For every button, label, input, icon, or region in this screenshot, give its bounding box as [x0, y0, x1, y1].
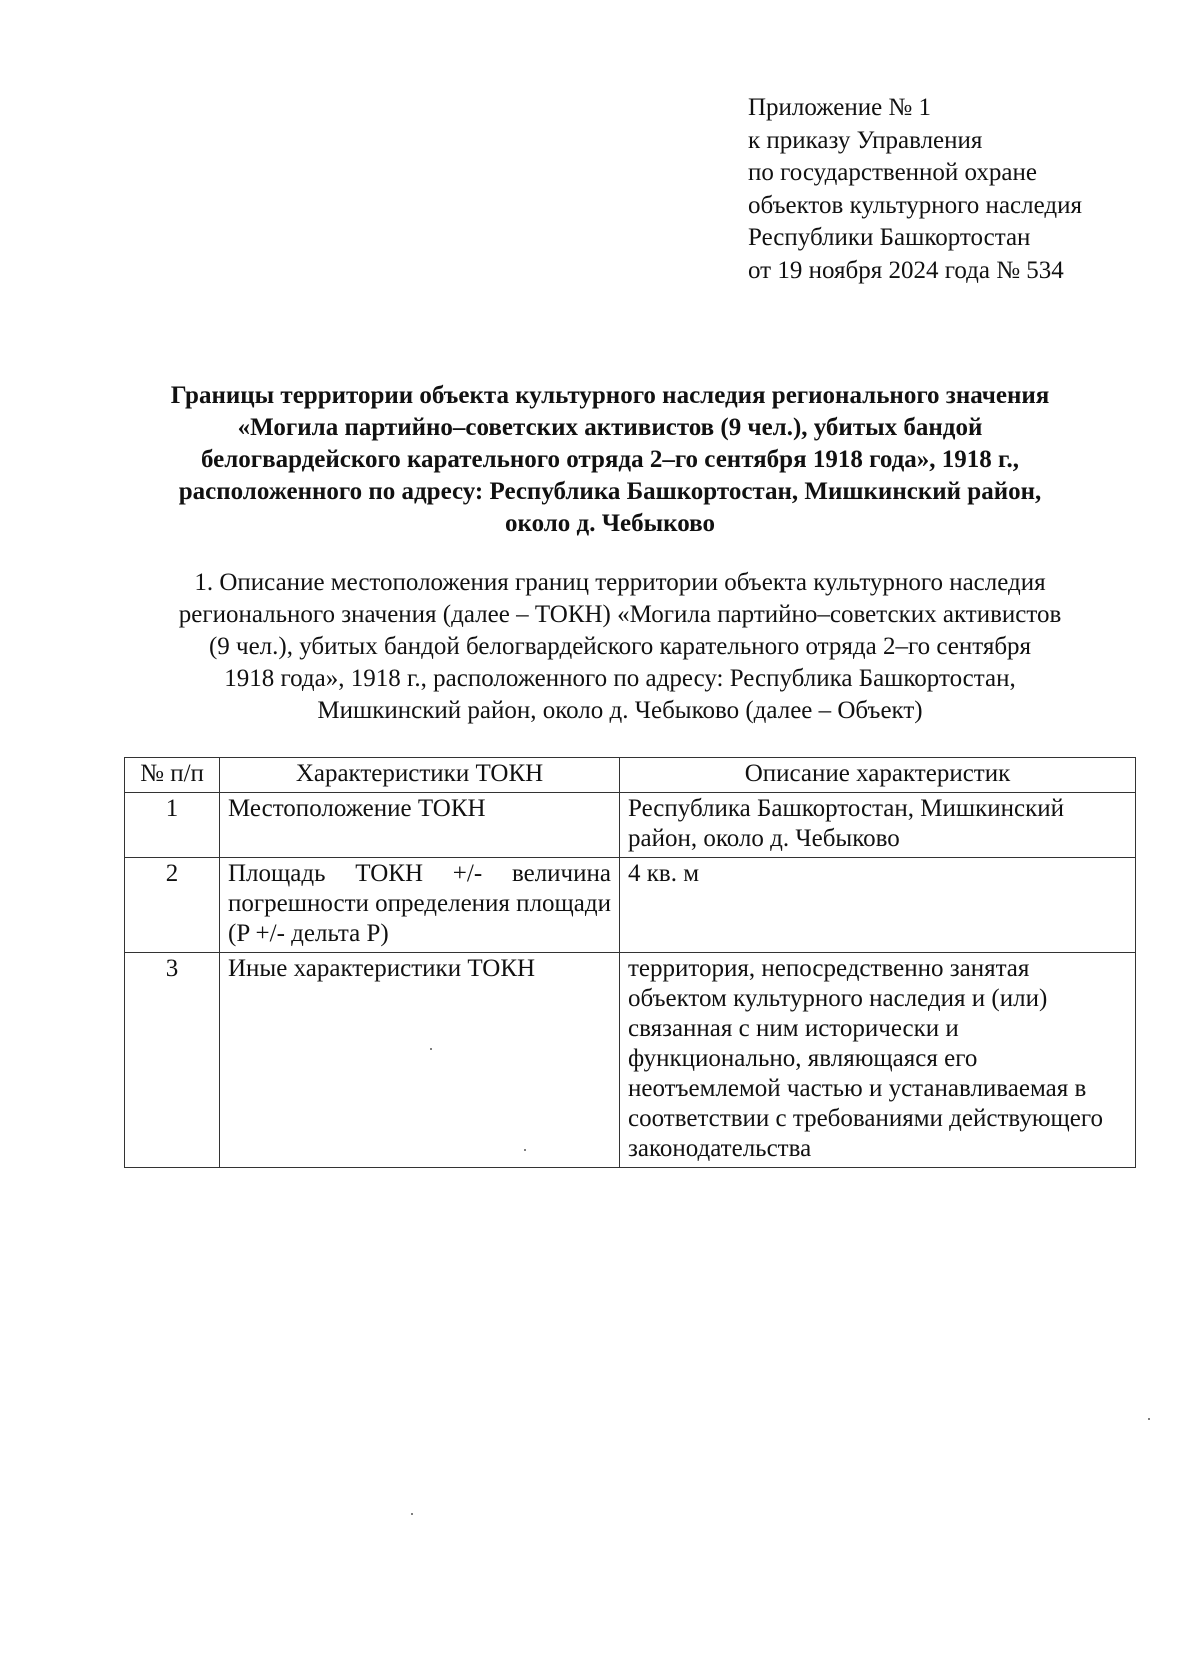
- annex-line: Приложение № 1: [748, 94, 932, 121]
- scan-speck: [430, 1048, 432, 1050]
- row-description: территория, непосредственно занятая объектом культурного наследия и (или) связанная с ним исторически и функционально, являющаяся его неотъемлемой частью и устанавливаемая в соответствии с требованиями действующего законодательства: [620, 953, 1136, 1168]
- annex-line: от 19 ноября 2024 года № 534: [748, 256, 1064, 284]
- title-line: расположенного по адресу: Республика Башкортостан, Мишкинский район,: [178, 478, 1042, 505]
- row-number: 3: [125, 953, 220, 1168]
- title-line: около д. Чебыково: [505, 510, 715, 537]
- document-title: [110, 380, 1110, 540]
- row-description: 4 кв. м: [620, 858, 1136, 953]
- scan-speck: [411, 1513, 413, 1515]
- annex-line: к приказу Управления: [748, 126, 983, 154]
- table-row: [125, 953, 1136, 1168]
- title-line: Границы территории объекта культурного наследия регионального значения: [170, 382, 1050, 409]
- row-number: 2: [125, 858, 220, 953]
- row-characteristic: Иные характеристики ТОКН: [220, 953, 620, 1168]
- annex-line: по государственной охране: [748, 159, 1038, 187]
- section-line: Мишкинский район, около д. Чебыково (далее – Объект): [317, 697, 923, 724]
- section-line: 1. Описание местоположения границ территории объекта культурного наследия: [194, 569, 1046, 596]
- row-description: Республика Башкортостан, Мишкинский район, около д. Чебыково: [620, 793, 1136, 858]
- header-characteristic: Характеристики ТОКН: [220, 758, 620, 793]
- section-line: регионального значения (далее – ТОКН) «Могила партийно–советских активистов: [178, 601, 1062, 628]
- annex-line: объектов культурного наследия: [748, 191, 1082, 219]
- scan-speck: [1148, 1418, 1150, 1420]
- header-number: № п/п: [125, 758, 220, 793]
- section-line: (9 чел.), убитых бандой белогвардейского карательного отряда 2–го сентября: [208, 633, 1032, 660]
- table-header-row: [125, 758, 1136, 793]
- characteristics-table: [124, 757, 1136, 1168]
- header-description: Описание характеристик: [620, 758, 1136, 793]
- table-row: [125, 858, 1136, 953]
- title-line: белогвардейского карательного отряда 2–го сентября 1918 года», 1918 г.,: [200, 446, 1020, 473]
- row-characteristic: Площадь ТОКН +/- величина погрешности определения площади (P +/- дельта P): [220, 858, 620, 953]
- section-1-heading: [120, 567, 1120, 727]
- annex-line: Республики Башкортостан: [748, 224, 1031, 252]
- title-line: «Могила партийно–советских активистов (9 чел.), убитых бандой: [237, 414, 983, 441]
- scan-speck: [524, 1149, 526, 1151]
- table-row: [125, 793, 1136, 858]
- section-line: 1918 года», 1918 г., расположенного по адресу: Республика Башкортостан,: [224, 665, 1016, 692]
- row-characteristic: Местоположение ТОКН: [220, 793, 620, 858]
- row-number: 1: [125, 793, 220, 858]
- annex-reference: [748, 92, 1168, 288]
